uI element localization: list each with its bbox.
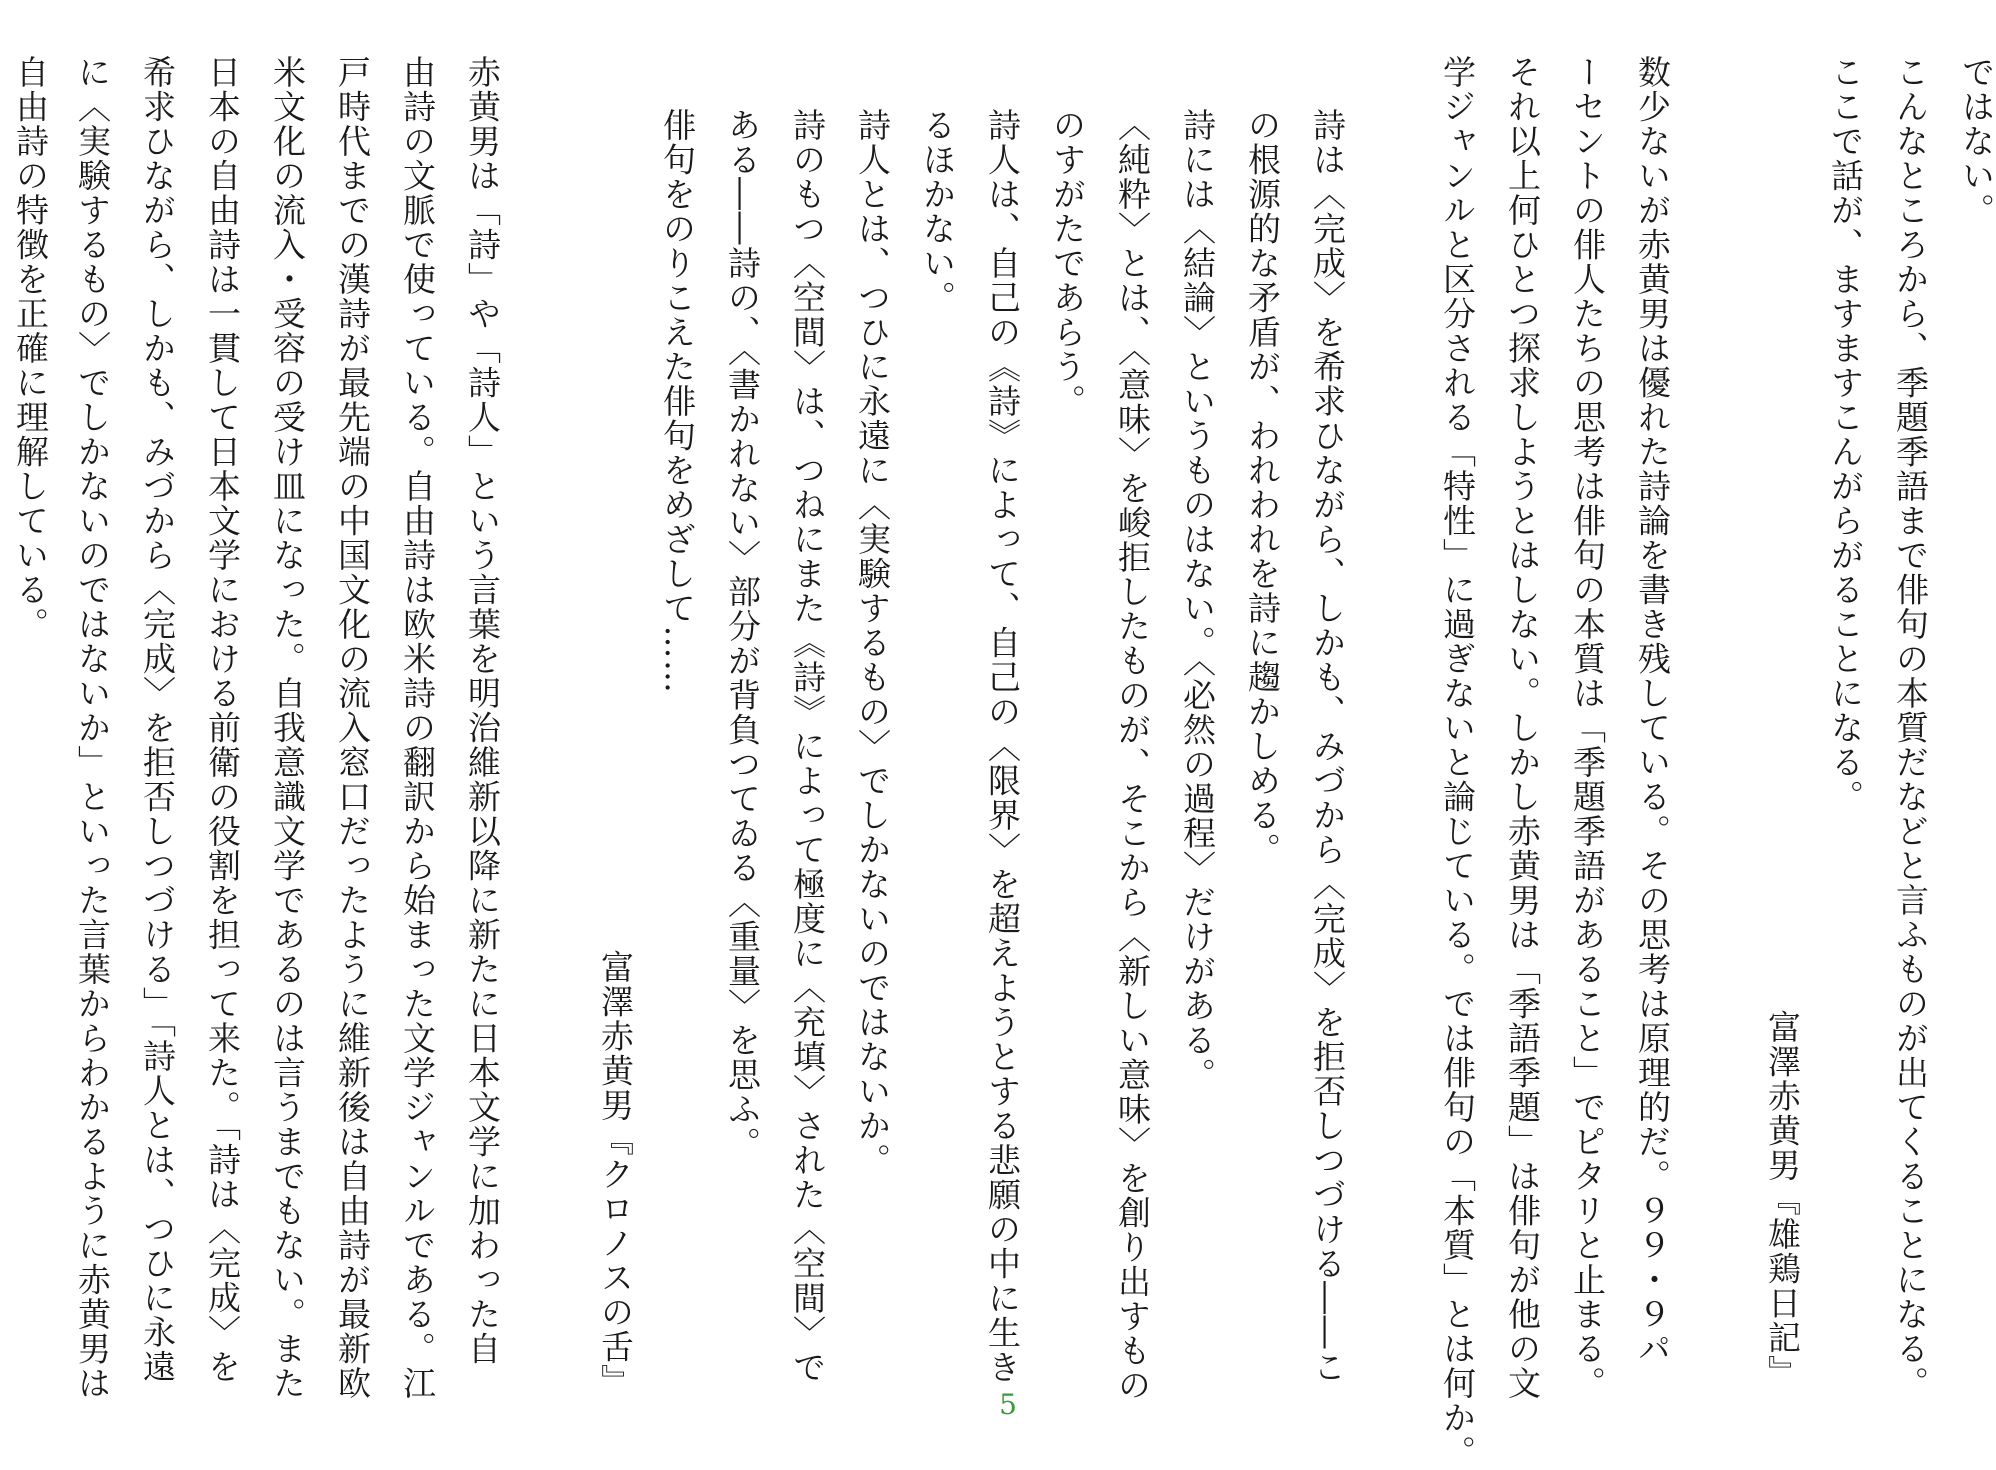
text-column: 希求ひながら、しかも、みづから〈完成〉を拒否しつづける」「詩人とは、つひに永遠 (138, 55, 177, 1384)
quote-attribution: 富澤赤黄男『クロノスの舌』 (596, 950, 635, 1399)
text-column: 数少ないが赤黄男は優れた詩論を書き残している。その思考は原理的だ。９９・９パ (1633, 55, 1672, 1366)
quote-line: るほかない。 (918, 108, 957, 315)
quote-line: 俳句をのりこえた俳句をめざして…… (658, 108, 697, 695)
text-column: こんなところから、季題季語まで俳句の本質だなどと言ふものが出てくることになる。 (1891, 55, 1930, 1401)
quote-line: 詩人は、自己の《詩》によって、自己の〈限界〉を超えようとする悲願の中に生き (983, 108, 1022, 1385)
text-column: ではない。 (1957, 55, 1996, 228)
quote-line: 詩は〈完成〉を希求ひながら、しかも、みづから〈完成〉を拒否しつづける――こ (1308, 108, 1347, 1385)
quote-line: 〈純粋〉とは、〈意味〉を峻拒したものが、そこから〈新しい意味〉を創り出すもの (1113, 108, 1152, 1403)
page-number: 5 (999, 1388, 1017, 1421)
quote-attribution: 富澤赤黄男『雄鶏日記』 (1763, 1010, 1802, 1390)
text-column: 戸時代までの漢詩が最先端の中国文化の流入窓口だったように維新後は自由詩が最新欧 (333, 55, 372, 1401)
text-column: 米文化の流入・受容の受け皿になった。自我意識文学であるのは言うまでもない。また (268, 55, 307, 1401)
quote-line: ある――詩の、〈書かれない〉部分が背負つてゐる〈重量〉を思ふ。 (723, 108, 762, 1161)
text-column: に〈実験するもの〉でしかないのではないか」といった言葉からわかるように赤黄男は (73, 55, 112, 1401)
text-column: 日本の自由詩は一貫して日本文学における前衛の役割を担って来た。「詩は〈完成〉を (203, 55, 242, 1384)
text-column: ーセントの俳人たちの思考は俳句の本質は「季題季語があること」でピタリと止まる。 (1568, 55, 1607, 1401)
text-column: ここで話が、ますますこんがらがることになる。 (1826, 55, 1865, 814)
text-column: それ以上何ひとつ探求しようとはしない。しかし赤黄男は「季語季題」は俳句が他の文 (1503, 55, 1542, 1401)
text-column: 赤黄男は「詩」や「詩人」という言葉を明治維新以降に新たに日本文学に加わった自 (463, 55, 502, 1366)
text-column: 学ジャンルと区分される「特性」に過ぎないと論じている。では俳句の「本質」とは何か。 (1438, 55, 1477, 1470)
quote-line: 詩人とは、つひに永遠に〈実験するもの〉でしかないのではないか。 (853, 108, 892, 1178)
quote-line: のすがたであらう。 (1048, 108, 1087, 419)
quote-line: の根源的な矛盾が、われわれを詩に趨かしめる。 (1243, 108, 1282, 867)
text-column: 自由詩の特徴を正確に理解している。 (11, 55, 50, 642)
quote-line: 詩には〈結論〉というものはない。〈必然の過程〉だけがある。 (1178, 108, 1217, 1092)
text-column: 由詩の文脈で使っている。自由詩は欧米詩の翻訳から始まった文学ジャンルである。江 (398, 55, 437, 1401)
quote-line: 詩のもつ〈空間〉は、つねにまた《詩》によって極度に〈充填〉された〈空間〉で (788, 108, 827, 1385)
